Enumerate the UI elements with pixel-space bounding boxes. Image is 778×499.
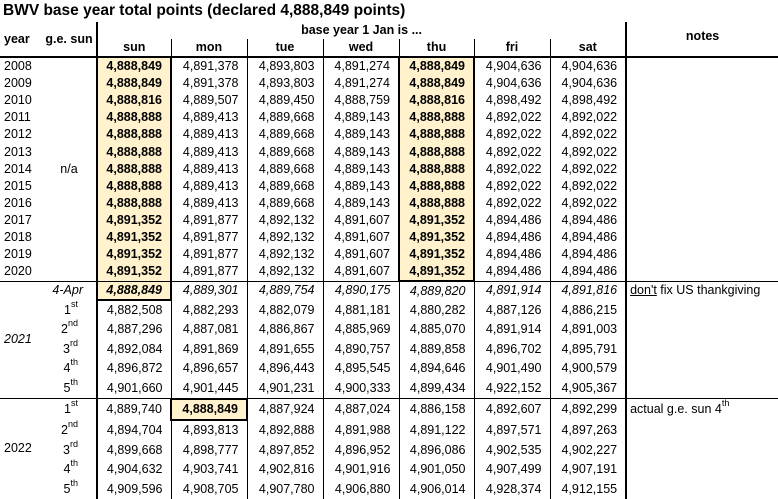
- ge-sun-label: [42, 229, 97, 246]
- week-suffix: rd: [69, 337, 78, 348]
- cell-wed[interactable]: 4,906,880: [323, 479, 399, 498]
- cell-sat[interactable]: 4,892,022: [550, 195, 626, 212]
- cell-mon[interactable]: 4,889,507: [171, 92, 247, 109]
- cell-mon[interactable]: 4,891,378: [171, 57, 247, 75]
- cell-mon[interactable]: 4,898,777: [171, 441, 247, 460]
- cell-mon[interactable]: 4,882,293: [171, 300, 247, 320]
- cell-tue[interactable]: 4,887,924: [247, 399, 323, 420]
- cell-thu[interactable]: 4,891,352: [399, 246, 474, 263]
- table-row: [0, 143, 778, 160]
- table-row: [0, 359, 778, 378]
- week-number: 3: [63, 341, 70, 356]
- cell-tue[interactable]: 4,889,668: [247, 195, 323, 212]
- cell-sun[interactable]: 4,894,704: [97, 420, 171, 440]
- cell-fri[interactable]: 4,892,022: [474, 109, 550, 126]
- cell-sun[interactable]: 4,891,352: [97, 246, 171, 263]
- notes-cell: [626, 340, 778, 359]
- table-row: [0, 340, 778, 359]
- year-label: 2018: [4, 229, 32, 244]
- ge-sun-label: [42, 126, 97, 143]
- cell-fri[interactable]: 4,898,492: [474, 92, 550, 109]
- notes-cell: [626, 441, 778, 460]
- table-row: [0, 479, 778, 498]
- week-label: [42, 479, 97, 498]
- cell-tue[interactable]: 4,892,132: [247, 229, 323, 246]
- cell-wed[interactable]: 4,890,757: [323, 340, 399, 359]
- cell-sun[interactable]: 4,899,668: [97, 441, 171, 460]
- header-day-fri: fri: [474, 39, 550, 57]
- cell-mon[interactable]: 4,901,445: [171, 378, 247, 398]
- cell-tue[interactable]: 4,889,668: [247, 109, 323, 126]
- cell-sat[interactable]: 4,898,492: [550, 92, 626, 109]
- ge-sun-label: [42, 75, 97, 92]
- cell-fri[interactable]: 4,922,152: [474, 378, 550, 398]
- note-emphasis: don't: [630, 283, 657, 298]
- week-number: 2: [61, 322, 68, 337]
- week-label: [42, 420, 97, 440]
- note-text: actual g.e. sun 4: [630, 402, 722, 417]
- week-label: [42, 438, 97, 460]
- cell-mon[interactable]: 4,888,849: [171, 399, 247, 420]
- table-row: [0, 57, 778, 75]
- header-year: year: [0, 22, 42, 57]
- cell-tue[interactable]: 4,892,888: [247, 420, 323, 440]
- table-row: [0, 263, 778, 281]
- cell-wed[interactable]: 4,885,969: [323, 320, 399, 339]
- cell-thu[interactable]: 4,888,849: [399, 75, 474, 92]
- cell-tue[interactable]: 4,882,079: [247, 300, 323, 320]
- ge-sun-label: n/a: [60, 161, 78, 176]
- cell-sun[interactable]: 4,888,888: [97, 109, 171, 126]
- cell-thu[interactable]: 4,889,858: [399, 340, 474, 359]
- cell-thu[interactable]: 4,889,820: [399, 281, 474, 300]
- ge-sun-label: [42, 195, 97, 212]
- cell-tue[interactable]: 4,907,780: [247, 479, 323, 498]
- cell-thu[interactable]: 4,888,888: [399, 161, 474, 178]
- cell-wed[interactable]: 4,889,143: [323, 161, 399, 178]
- cell-sat[interactable]: 4,892,022: [550, 178, 626, 195]
- table-row: [0, 420, 778, 440]
- table-row: [0, 320, 778, 339]
- cell-tue[interactable]: 4,889,668: [247, 161, 323, 178]
- week-suffix: th: [70, 477, 78, 488]
- table-row: [0, 195, 778, 212]
- cell-tue[interactable]: 4,897,852: [247, 441, 323, 460]
- cell-thu[interactable]: 4,891,122: [399, 420, 474, 440]
- cell-thu[interactable]: 4,888,888: [399, 126, 474, 143]
- cell-fri[interactable]: 4,892,022: [474, 126, 550, 143]
- week-number: 1: [64, 402, 71, 417]
- cell-sun[interactable]: 4,888,888: [97, 195, 171, 212]
- cell-thu[interactable]: 4,896,086: [399, 441, 474, 460]
- cell-thu[interactable]: 4,888,888: [399, 178, 474, 195]
- year-label: 2020: [4, 264, 32, 279]
- table-row: [0, 75, 778, 92]
- week-number: 2: [61, 422, 68, 437]
- cell-sat[interactable]: 4,894,486: [550, 229, 626, 246]
- cell-mon[interactable]: 4,896,657: [171, 359, 247, 378]
- week-suffix: st: [70, 398, 78, 409]
- cell-wed[interactable]: 4,887,024: [323, 399, 399, 420]
- cell-sun[interactable]: 4,882,508: [97, 300, 171, 320]
- cell-tue[interactable]: 4,889,450: [247, 92, 323, 109]
- cell-sat[interactable]: 4,892,299: [550, 399, 626, 420]
- cell-sat[interactable]: 4,891,816: [550, 281, 626, 300]
- ge-sun-label: [42, 109, 97, 126]
- cell-mon[interactable]: 4,891,877: [171, 212, 247, 229]
- cell-sun[interactable]: 4,888,849: [97, 57, 171, 75]
- cell-wed[interactable]: 4,900,333: [323, 378, 399, 398]
- cell-wed[interactable]: 4,890,175: [323, 281, 399, 300]
- cell-fri[interactable]: 4,928,374: [474, 479, 550, 498]
- notes-cell: [626, 126, 778, 143]
- week-suffix: th: [70, 376, 78, 387]
- cell-thu[interactable]: 4,899,434: [399, 378, 474, 398]
- cell-tue[interactable]: 4,893,803: [247, 57, 323, 75]
- cell-mon[interactable]: 4,887,081: [171, 320, 247, 339]
- cell-sun[interactable]: 4,891,352: [97, 212, 171, 229]
- year-label: 2009: [4, 76, 32, 91]
- cell-sun[interactable]: 4,887,296: [97, 320, 171, 339]
- cell-tue[interactable]: 4,889,668: [247, 126, 323, 143]
- ge-sun-label: [42, 263, 97, 281]
- cell-wed[interactable]: 4,888,759: [323, 92, 399, 109]
- cell-fri[interactable]: 4,892,607: [474, 399, 550, 420]
- week-label: [42, 320, 97, 339]
- table-row: [0, 460, 778, 479]
- cell-sat[interactable]: 4,891,003: [550, 320, 626, 339]
- cell-fri[interactable]: 4,896,702: [474, 340, 550, 359]
- week-number: 3: [63, 442, 70, 457]
- cell-sat[interactable]: 4,897,263: [550, 420, 626, 440]
- cell-wed[interactable]: 4,891,274: [323, 75, 399, 92]
- cell-thu[interactable]: 4,888,888: [399, 143, 474, 160]
- cell-sun[interactable]: 4,889,740: [97, 399, 171, 420]
- cell-fri[interactable]: 4,904,636: [474, 75, 550, 92]
- cell-fri[interactable]: 4,894,486: [474, 212, 550, 229]
- ge-sun-label: [42, 178, 97, 195]
- cell-sun[interactable]: 4,909,596: [97, 479, 171, 498]
- cell-tue[interactable]: 4,892,132: [247, 246, 323, 263]
- note-suffix: th: [721, 398, 730, 409]
- notes-cell: [626, 399, 778, 420]
- week-suffix: nd: [67, 418, 78, 429]
- cell-fri[interactable]: 4,904,636: [474, 57, 550, 75]
- ge-sun-label: [42, 212, 97, 229]
- header-day-wed: wed: [323, 39, 399, 57]
- cell-thu[interactable]: 4,901,050: [399, 460, 474, 479]
- notes-cell: [626, 57, 778, 75]
- table-row: [0, 161, 778, 178]
- week-label: [42, 399, 97, 420]
- notes-cell: [626, 359, 778, 378]
- cell-sun[interactable]: 4,891,352: [97, 229, 171, 246]
- week-label: [42, 300, 97, 320]
- cell-fri[interactable]: 4,891,914: [474, 320, 550, 339]
- points-table: [0, 22, 778, 499]
- cell-fri[interactable]: 4,892,022: [474, 178, 550, 195]
- year-group-label: 2021: [0, 281, 42, 399]
- cell-sun[interactable]: 4,888,849: [97, 281, 171, 300]
- week-label: [42, 378, 97, 398]
- notes-cell: [626, 109, 778, 126]
- table-row: [0, 229, 778, 246]
- cell-sat[interactable]: 4,894,486: [550, 263, 626, 281]
- year-label: 2012: [4, 127, 32, 142]
- sheet-title: BWV base year total points (declared 4,888,849 points): [3, 2, 406, 19]
- notes-cell: [626, 300, 778, 320]
- cell-sat[interactable]: 4,892,022: [550, 126, 626, 143]
- notes-cell: [626, 281, 778, 300]
- cell-mon[interactable]: 4,903,741: [171, 460, 247, 479]
- year-label: 2011: [4, 110, 31, 125]
- cell-wed[interactable]: 4,889,143: [323, 178, 399, 195]
- week-label: [42, 460, 97, 479]
- header-day-sun: sun: [97, 39, 171, 57]
- cell-sun[interactable]: 4,888,888: [97, 126, 171, 143]
- cell-sat[interactable]: 4,904,636: [550, 57, 626, 75]
- cell-mon[interactable]: 4,889,413: [171, 109, 247, 126]
- cell-mon[interactable]: 4,889,413: [171, 178, 247, 195]
- cell-sun[interactable]: 4,888,888: [97, 143, 171, 160]
- cell-mon[interactable]: 4,891,869: [171, 340, 247, 359]
- cell-mon[interactable]: 4,891,877: [171, 229, 247, 246]
- cell-sat[interactable]: 4,902,227: [550, 441, 626, 460]
- cell-fri[interactable]: 4,901,490: [474, 359, 550, 378]
- cell-tue[interactable]: 4,891,655: [247, 340, 323, 359]
- cell-wed[interactable]: 4,895,545: [323, 359, 399, 378]
- cell-wed[interactable]: 4,891,607: [323, 263, 399, 281]
- cell-mon[interactable]: 4,891,877: [171, 246, 247, 263]
- cell-thu[interactable]: 4,888,888: [399, 195, 474, 212]
- cell-thu[interactable]: 4,886,158: [399, 399, 474, 420]
- week-suffix: st: [70, 298, 78, 309]
- year-label: 2015: [4, 178, 32, 193]
- cell-fri[interactable]: 4,902,535: [474, 441, 550, 460]
- notes-cell: [626, 460, 778, 479]
- cell-thu[interactable]: 4,906,014: [399, 479, 474, 498]
- cell-sat[interactable]: 4,905,367: [550, 378, 626, 398]
- cell-fri[interactable]: 4,891,914: [474, 281, 550, 300]
- year-label: 2017: [4, 212, 32, 227]
- notes-cell: [626, 378, 778, 398]
- cell-fri[interactable]: 4,887,126: [474, 300, 550, 320]
- cell-fri[interactable]: 4,892,022: [474, 161, 550, 178]
- cell-sun[interactable]: 4,888,888: [97, 178, 171, 195]
- cell-tue[interactable]: 4,886,867: [247, 320, 323, 339]
- notes-cell: [626, 420, 778, 440]
- cell-tue[interactable]: 4,889,668: [247, 143, 323, 160]
- cell-mon[interactable]: 4,889,301: [171, 281, 247, 300]
- cell-wed[interactable]: 4,889,143: [323, 143, 399, 160]
- table-row: [0, 126, 778, 143]
- cell-mon[interactable]: 4,891,877: [171, 263, 247, 281]
- table-row: [0, 212, 778, 229]
- cell-tue[interactable]: 4,901,231: [247, 378, 323, 398]
- cell-thu[interactable]: 4,888,888: [399, 109, 474, 126]
- cell-sat[interactable]: 4,904,636: [550, 75, 626, 92]
- cell-wed[interactable]: 4,891,607: [323, 212, 399, 229]
- cell-sat[interactable]: 4,894,486: [550, 212, 626, 229]
- ge-sun-label: [42, 57, 97, 75]
- cell-thu[interactable]: 4,894,646: [399, 359, 474, 378]
- cell-sun[interactable]: 4,888,888: [97, 161, 171, 178]
- cell-wed[interactable]: 4,891,607: [323, 246, 399, 263]
- table-row: [0, 109, 778, 126]
- notes-cell: [626, 143, 778, 160]
- notes-cell: [626, 161, 778, 178]
- table-row: [0, 178, 778, 195]
- cell-sat[interactable]: 4,900,579: [550, 359, 626, 378]
- table-row: [0, 246, 778, 263]
- cell-fri[interactable]: 4,894,486: [474, 263, 550, 281]
- cell-fri[interactable]: 4,892,022: [474, 195, 550, 212]
- header-day-tue: tue: [247, 39, 323, 57]
- year-label: 2019: [4, 247, 32, 262]
- cell-mon[interactable]: 4,889,413: [171, 195, 247, 212]
- cell-thu[interactable]: 4,888,816: [399, 92, 474, 109]
- notes-cell: [626, 263, 778, 281]
- cell-sun[interactable]: 4,904,632: [97, 460, 171, 479]
- cell-fri[interactable]: 4,907,499: [474, 460, 550, 479]
- ge-sun-label: [42, 143, 97, 160]
- cell-tue[interactable]: 4,896,443: [247, 359, 323, 378]
- cell-tue[interactable]: 4,892,132: [247, 263, 323, 281]
- week-number: 4: [63, 361, 71, 376]
- week-suffix: rd: [69, 438, 78, 449]
- cell-sun[interactable]: 4,896,872: [97, 359, 171, 378]
- cell-sat[interactable]: 4,892,022: [550, 161, 626, 178]
- cell-fri[interactable]: 4,892,022: [474, 143, 550, 160]
- header-base-year: base year 1 Jan is ...: [97, 22, 626, 39]
- notes-cell: [626, 212, 778, 229]
- week-suffix: th: [70, 458, 78, 469]
- table-row: [0, 399, 778, 420]
- cell-sat[interactable]: 4,886,215: [550, 300, 626, 320]
- cell-wed[interactable]: 4,901,916: [323, 460, 399, 479]
- cell-sat[interactable]: 4,907,191: [550, 460, 626, 479]
- cell-sat[interactable]: 4,912,155: [550, 479, 626, 498]
- cell-sun[interactable]: 4,888,849: [97, 75, 171, 92]
- cell-thu[interactable]: 4,891,352: [399, 229, 474, 246]
- cell-sat[interactable]: 4,892,022: [550, 109, 626, 126]
- cell-thu[interactable]: 4,885,070: [399, 320, 474, 339]
- cell-wed[interactable]: 4,891,988: [323, 420, 399, 440]
- cell-sun[interactable]: 4,892,084: [97, 340, 171, 359]
- header-day-sat: sat: [550, 39, 626, 57]
- cell-mon[interactable]: 4,889,413: [171, 161, 247, 178]
- year-group-label: 2022: [0, 399, 42, 499]
- header-day-thu: thu: [399, 39, 474, 57]
- week-number: 4: [63, 462, 71, 477]
- table-row: [0, 378, 778, 398]
- notes-cell: [626, 320, 778, 339]
- cell-sat[interactable]: 4,892,022: [550, 143, 626, 160]
- week-suffix: th: [70, 357, 78, 368]
- table-row: [0, 92, 778, 109]
- year-label: 2008: [4, 59, 32, 74]
- cell-tue[interactable]: 4,889,754: [247, 281, 323, 300]
- cell-wed[interactable]: 4,881,181: [323, 300, 399, 320]
- note-text: fix US thankgiving: [656, 283, 761, 298]
- week-number: 1: [64, 302, 71, 317]
- cell-sat[interactable]: 4,895,791: [550, 340, 626, 359]
- year-label: 2014: [4, 161, 32, 176]
- header-day-mon: mon: [171, 39, 247, 57]
- cell-thu[interactable]: 4,880,282: [399, 300, 474, 320]
- week-label: [42, 337, 97, 359]
- cell-wed[interactable]: 4,891,274: [323, 57, 399, 75]
- cell-sun[interactable]: 4,901,660: [97, 378, 171, 398]
- week-label: [42, 359, 97, 378]
- header-notes: notes: [626, 22, 778, 57]
- cell-mon[interactable]: 4,889,413: [171, 143, 247, 160]
- cell-mon[interactable]: 4,889,413: [171, 126, 247, 143]
- cell-thu[interactable]: 4,888,849: [399, 57, 474, 75]
- week-suffix: nd: [67, 318, 78, 329]
- year-label: 2013: [4, 144, 32, 159]
- notes-cell: [626, 229, 778, 246]
- cell-wed[interactable]: 4,889,143: [323, 195, 399, 212]
- notes-cell: [626, 246, 778, 263]
- cell-mon[interactable]: 4,908,705: [171, 479, 247, 498]
- notes-cell: [626, 75, 778, 92]
- notes-cell: [626, 92, 778, 109]
- cell-tue[interactable]: 4,892,132: [247, 212, 323, 229]
- cell-wed[interactable]: 4,896,952: [323, 441, 399, 460]
- table-row: [0, 281, 778, 300]
- cell-fri[interactable]: 4,894,486: [474, 229, 550, 246]
- ge-sun-label: [42, 92, 97, 109]
- cell-wed[interactable]: 4,891,607: [323, 229, 399, 246]
- table-row: [0, 441, 778, 460]
- cell-tue[interactable]: 4,893,803: [247, 75, 323, 92]
- cell-sat[interactable]: 4,894,486: [550, 246, 626, 263]
- cell-tue[interactable]: 4,889,668: [247, 178, 323, 195]
- ge-sun-label: [42, 246, 97, 263]
- header-ge-sun: g.e. sun: [42, 22, 97, 57]
- ge-sun-label: 4-Apr: [42, 281, 97, 300]
- cell-thu[interactable]: 4,891,352: [399, 212, 474, 229]
- year-label: 2016: [4, 195, 32, 210]
- table-row: [0, 300, 778, 320]
- cell-sun[interactable]: 4,891,352: [97, 263, 171, 281]
- cell-thu[interactable]: 4,891,352: [399, 263, 474, 281]
- cell-wed[interactable]: 4,889,143: [323, 109, 399, 126]
- cell-mon[interactable]: 4,891,378: [171, 75, 247, 92]
- week-number: 5: [63, 380, 71, 395]
- cell-sun[interactable]: 4,888,816: [97, 92, 171, 109]
- notes-cell: [626, 178, 778, 195]
- cell-tue[interactable]: 4,902,816: [247, 460, 323, 479]
- notes-cell: [626, 195, 778, 212]
- cell-wed[interactable]: 4,889,143: [323, 126, 399, 143]
- notes-cell: [626, 479, 778, 498]
- year-label: 2010: [4, 93, 32, 108]
- cell-mon[interactable]: 4,893,813: [171, 420, 247, 440]
- week-number: 5: [63, 481, 71, 496]
- cell-fri[interactable]: 4,894,486: [474, 246, 550, 263]
- cell-fri[interactable]: 4,897,571: [474, 420, 550, 440]
